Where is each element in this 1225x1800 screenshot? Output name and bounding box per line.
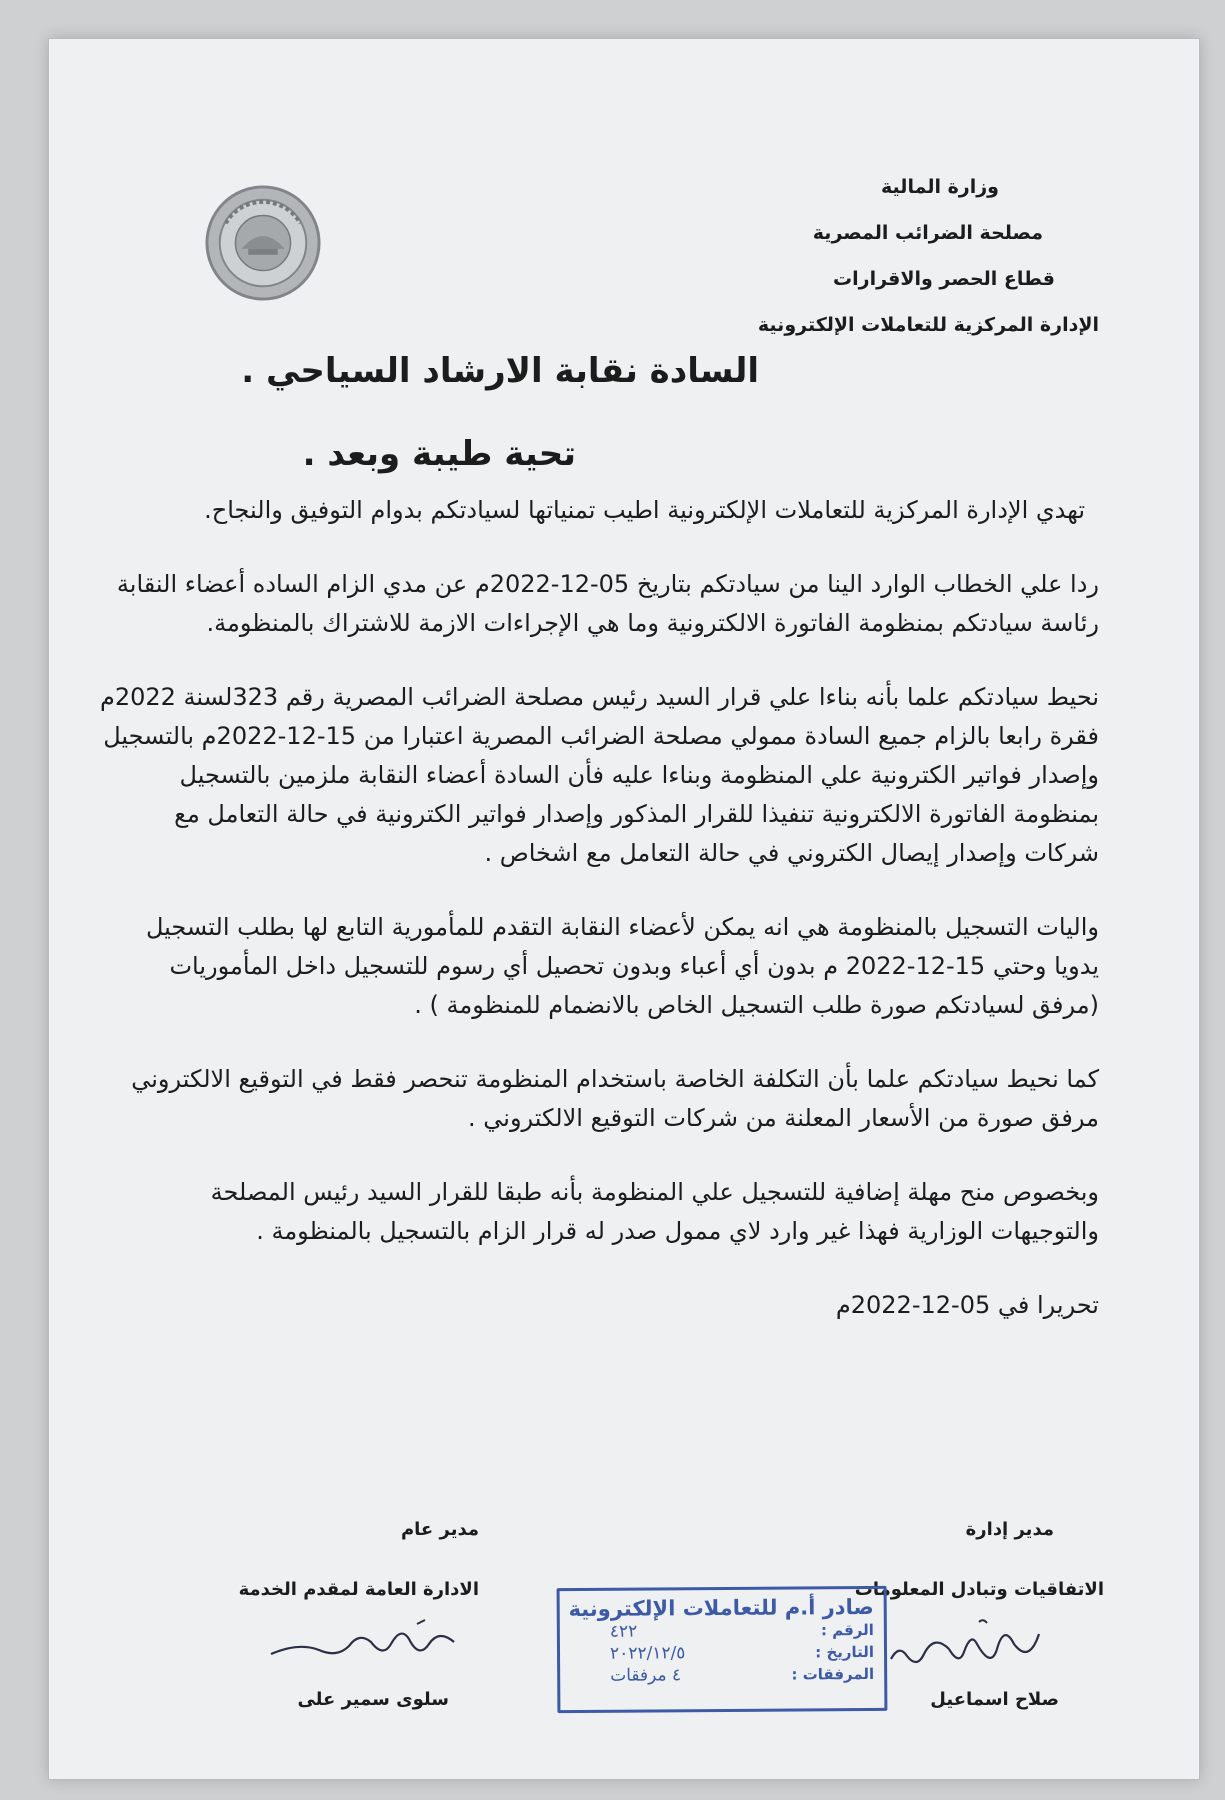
letterhead-ministry: وزارة المالية bbox=[881, 176, 999, 198]
letter-body bbox=[99, 491, 1099, 1360]
handwritten-signature-left bbox=[259, 1614, 459, 1669]
signer-title: مدير عام bbox=[400, 1519, 479, 1540]
stamp-date-label: التاريخ : bbox=[815, 1642, 875, 1662]
stamp-attachments-row bbox=[570, 1663, 874, 1687]
stamp-attachments-value: ٤ مرفقات bbox=[610, 1665, 682, 1686]
signer-department: الادارة العامة لمقدم الخدمة bbox=[238, 1579, 479, 1600]
signer-department: الاتفاقيات وتبادل المعلومات bbox=[854, 1579, 1104, 1600]
stamp-attachments-label: المرفقات : bbox=[791, 1664, 875, 1684]
paragraph: تهدي الإدارة المركزية للتعاملات الإلكترونية اطيب تمنياتها لسيادتكم بدوام التوفيق والنجاح. bbox=[204, 496, 1085, 524]
signer-name: سلوى سمير على bbox=[297, 1689, 449, 1710]
signer-name: صلاح اسماعيل bbox=[930, 1689, 1059, 1710]
stamp-number-value: ٤٢٢ bbox=[609, 1621, 638, 1642]
outgoing-stamp bbox=[557, 1586, 888, 1713]
stamp-number-label: الرقم : bbox=[820, 1620, 874, 1640]
handwritten-signature-right bbox=[879, 1614, 1049, 1674]
paragraph: نحيط سيادتكم علما بأنه بناءا علي قرار السيد رئيس مصلحة الضرائب المصرية رقم 323لسنة 2022م فقرة رابعا بالزام جميع السادة ممولي مصلحة الضرائب المصرية اعتبارا من 15-12-2022م بالتسجيل وإصدار فواتير الكترونية علي المنظومة وبناءا عليه فأن السادة أعضاء النقابة ملزمين بالتسجيل بمنظومة الفاتورة الالكترونية تنفيذا للقرار المذكور وإصدار فواتير الكترونية في حالة التعامل مع شركات وإصدار إيصال الكتروني في حالة التعامل مع اشخاص . bbox=[99, 683, 1099, 867]
letterhead-sector: قطاع الحصر والاقرارات bbox=[833, 268, 1055, 290]
paragraph: كما نحيط سيادتكم علما بأن التكلفة الخاصة باستخدام المنظومة تنحصر فقط في التوقيع الالكتروني مرفق صورة من الأسعار المعلنة من شركات التوقيع الالكتروني . bbox=[131, 1065, 1099, 1132]
stamp-number-row bbox=[570, 1619, 874, 1643]
ministry-seal-logo bbox=[204, 184, 322, 302]
letter-greeting: تحية طيبة وبعد . bbox=[302, 434, 576, 474]
signer-title: مدير إدارة bbox=[965, 1519, 1054, 1540]
paragraph: واليات التسجيل بالمنظومة هي انه يمكن لأعضاء النقابة التقدم للمأمورية التابع لها بطلب التسجيل يدويا وحتي 15-12-2022 م بدون أي أعباء وبدون تحصيل أي رسوم للتسجيل داخل المأموريات (مرفق لسيادتكم صورة طلب التسجيل الخاص بالانضمام للمنظومة ) . bbox=[145, 913, 1099, 1019]
letterhead-department: الإدارة المركزية للتعاملات الإلكترونية bbox=[757, 314, 1099, 336]
stamp-date-row bbox=[570, 1641, 874, 1665]
issue-date: تحريرا في 05-12-2022م bbox=[835, 1291, 1099, 1319]
letter-addressee: السادة نقابة الارشاد السياحي . bbox=[241, 351, 759, 391]
paragraph: وبخصوص منح مهلة إضافية للتسجيل علي المنظومة بأنه طبقا للقرار السيد رئيس المصلحة والتوجيهات الوزارية فهذا غير وارد لاي ممول صدر له قرار الزام بالتسجيل بالمنظومة . bbox=[210, 1178, 1099, 1245]
letter-page bbox=[48, 38, 1200, 1780]
letterhead-authority: مصلحة الضرائب المصرية bbox=[812, 222, 1043, 244]
letterhead bbox=[499, 164, 1099, 348]
paragraph: ردا علي الخطاب الوارد الينا من سيادتكم بتاريخ 05-12-2022م عن مدي الزام الساده أعضاء النقابة رئاسة سيادتكم بمنظومة الفاتورة الالكترونية وما هي الإجراءات الازمة للاشتراك بالمنظومة. bbox=[116, 570, 1099, 637]
stamp-title: صادر أ.م للتعاملات الإلكترونية bbox=[568, 1594, 874, 1622]
stamp-date-value: ٢٠٢٢/١٢/٥ bbox=[609, 1643, 686, 1664]
